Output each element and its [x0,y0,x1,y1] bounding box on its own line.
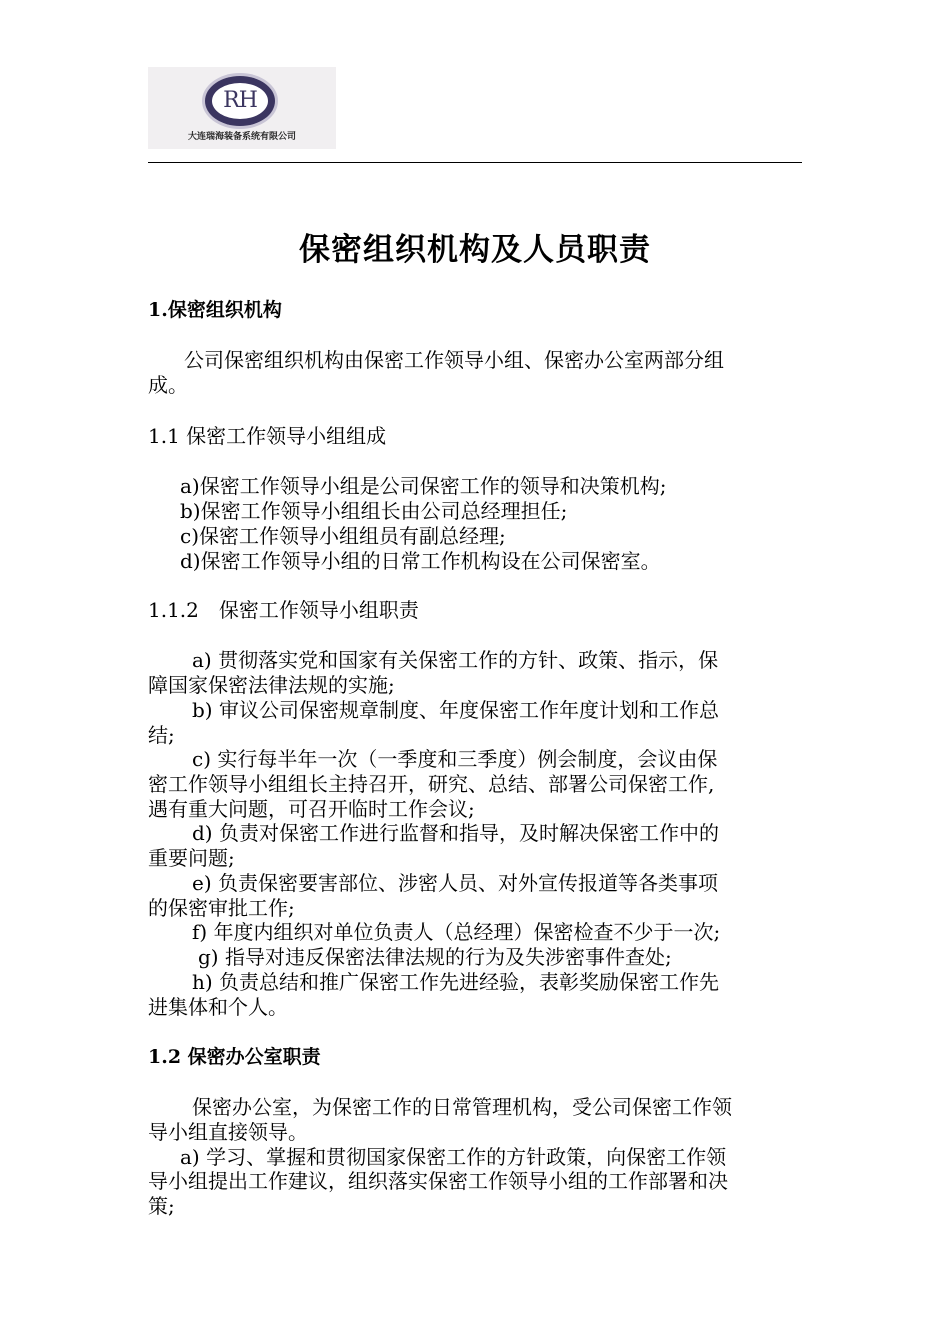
paragraph-line: 进集体和个人。 [148,995,288,1019]
paragraph-line: 策; [148,1194,175,1218]
paragraph-line: 公司保密组织机构由保密工作领导小组、保密办公室两部分组 [184,348,724,372]
paragraph-line: 障国家保密法律法规的实施; [148,673,395,697]
paragraph-line: 导小组提出工作建议，组织落实保密工作领导小组的工作部署和决 [148,1169,728,1193]
paragraph-line: g) 指导对违反保密法律法规的行为及失涉密事件查处; [198,945,672,969]
company-logo [148,67,336,149]
paragraph-line: a) 贯彻落实党和国家有关保密工作的方针、政策、指示，保 [192,648,719,672]
paragraph-line: c) 实行每半年一次（一季度和三季度）例会制度，会议由保 [192,747,718,771]
paragraph-line: f) 年度内组织对单位负责人（总经理）保密检查不少于一次; [192,920,721,944]
section-heading: 1.2 保密办公室职责 [148,1046,321,1068]
paragraph-line: 导小组直接领导。 [148,1120,308,1144]
list-item: d)保密工作领导小组的日常工作机构设在公司保密室。 [180,549,661,573]
section-heading: 1.保密组织机构 [148,299,282,321]
paragraph-line: 成。 [148,373,188,397]
paragraph-line: 的保密审批工作; [148,896,295,920]
document-title: 保密组织机构及人员职责 [299,232,651,268]
paragraph-line: 保密办公室，为保密工作的日常管理机构，受公司保密工作领 [192,1095,732,1119]
logo-company-name: 大连瑞海装备系统有限公司 [187,132,296,142]
section-heading: 1.1.2 保密工作领导小组职责 [148,598,419,622]
list-item: b)保密工作领导小组组长由公司总经理担任; [180,499,568,523]
header-rule [148,162,802,163]
list-item: c)保密工作领导小组组员有副总经理; [180,524,506,548]
paragraph-line: h) 负责总结和推广保密工作先进经验，表彰奖励保密工作先 [192,970,720,994]
paragraph-line: d) 负责对保密工作进行监督和指导，及时解决保密工作中的 [192,821,719,845]
paragraph-line: 结; [148,723,175,747]
paragraph-line: 密工作领导小组组长主持召开，研究、总结、部署公司保密工作, [148,772,715,796]
list-item: a)保密工作领导小组是公司保密工作的领导和决策机构; [180,474,667,498]
paragraph-line: 遇有重大问题，可召开临时工作会议; [148,797,475,821]
paragraph-line: a) 学习、掌握和贯彻国家保密工作的方针政策，向保密工作领 [180,1145,727,1169]
paragraph-line: e) 负责保密要害部位、涉密人员、对外宣传报道等各类事项 [192,871,718,895]
logo-mark: RH [223,88,257,113]
paragraph-line: b) 审议公司保密规章制度、年度保密工作年度计划和工作总 [192,698,719,722]
logo-emblem [205,76,275,126]
section-heading: 1.1 保密工作领导小组组成 [148,424,387,448]
paragraph-line: 重要问题; [148,846,235,870]
